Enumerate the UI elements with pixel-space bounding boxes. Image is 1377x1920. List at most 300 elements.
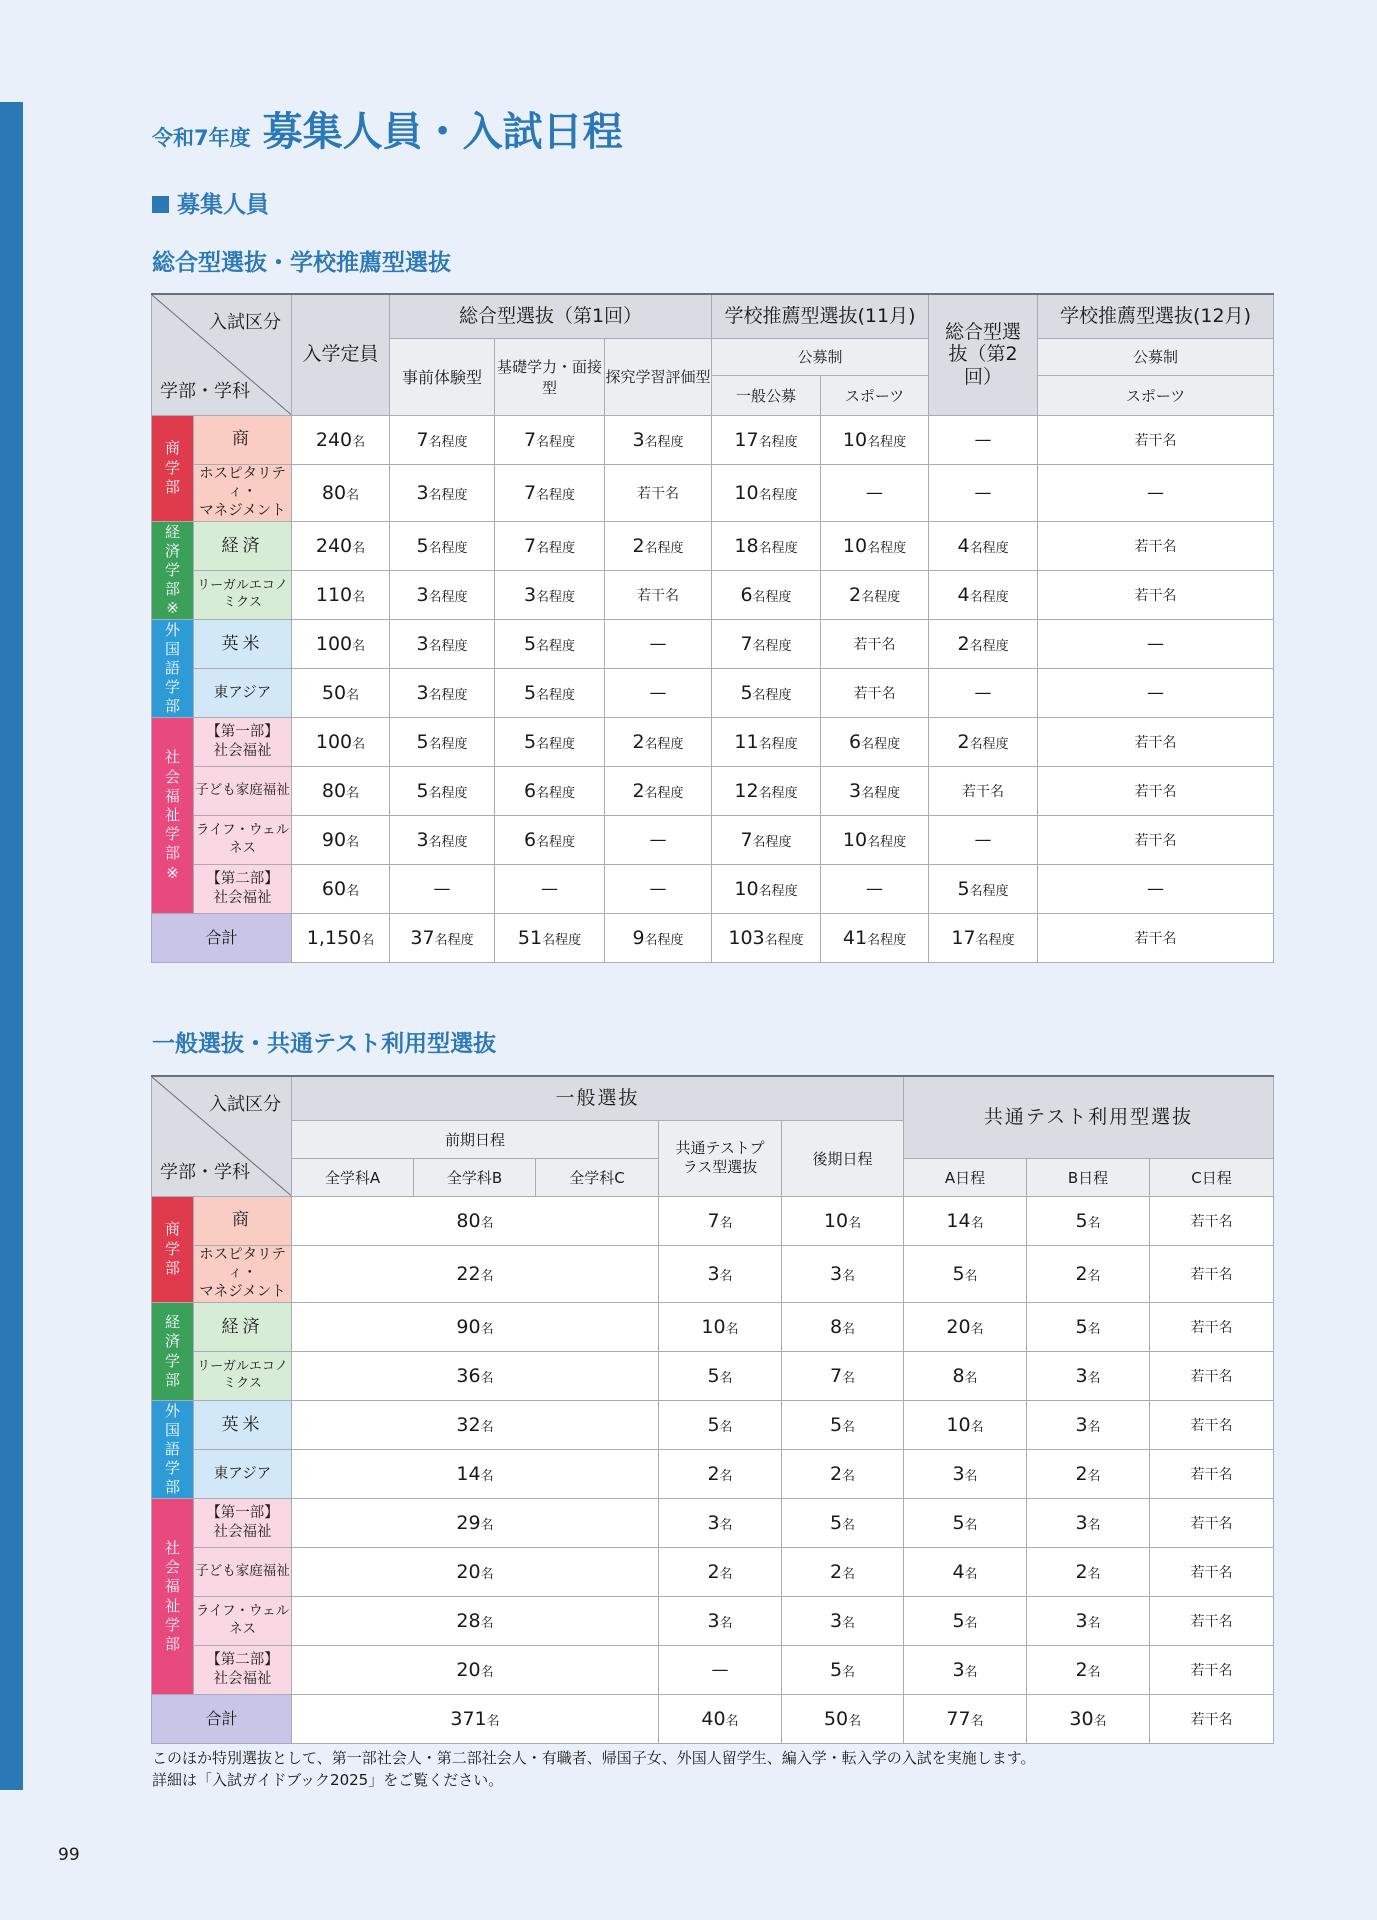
value-unit: 名程度 [428, 487, 468, 503]
quota-cell [929, 767, 1038, 816]
quota-cell [659, 1646, 782, 1695]
value-unit: 名 [1087, 1518, 1101, 1534]
value-number: 12 [734, 780, 759, 803]
header-ippan: 一般選抜 [292, 1076, 904, 1120]
value-number: 14 [946, 1209, 971, 1232]
value-text: 若干名 [637, 588, 679, 605]
value-unit: 名 [1087, 1322, 1101, 1338]
value-number: 110 [315, 584, 353, 607]
value-number: 3 [1075, 1512, 1088, 1535]
quota-cell [390, 571, 495, 620]
value-unit: 名 [480, 1567, 494, 1583]
quota-cell [605, 415, 712, 464]
value-number: 5 [829, 1414, 843, 1437]
header-sogo1-c: 探究学習評価型 [605, 338, 712, 415]
quota-cell [1150, 1352, 1274, 1401]
quota-cell [1038, 718, 1274, 767]
quota-cell [821, 571, 929, 620]
department-name: リーガルエコノミクス [194, 571, 292, 620]
value-unit: 名程度 [644, 434, 684, 450]
value-number: 50 [823, 1708, 849, 1731]
value-number: 29 [456, 1512, 481, 1535]
zenki-cell [292, 1450, 659, 1499]
value-number: 100 [315, 731, 353, 754]
quota-cell [904, 1196, 1027, 1245]
square-icon [152, 196, 169, 213]
value-number: 51 [517, 927, 543, 950]
value-text: 若干名 [1134, 432, 1177, 449]
value-unit: 名程度 [975, 933, 1015, 949]
value-text: 若干名 [1190, 1213, 1233, 1230]
value-unit: 名 [842, 1567, 856, 1583]
total-quota [904, 1695, 1027, 1744]
value-unit: 名 [842, 1518, 856, 1534]
total-quota [1027, 1695, 1150, 1744]
table-row [152, 1646, 1274, 1695]
value-number: 5 [829, 1659, 843, 1682]
quota-cell [659, 1245, 782, 1303]
value-number: 6 [740, 584, 753, 607]
quota-cell [1038, 865, 1274, 914]
quota-cell [495, 620, 605, 669]
value-unit: 名 [725, 1714, 739, 1730]
quota-cell [904, 1303, 1027, 1352]
value-unit: 名 [970, 1714, 984, 1730]
value-unit: 名程度 [428, 688, 468, 704]
quota-cell [712, 816, 821, 865]
value-number: 10 [842, 428, 868, 451]
total-label: 合計 [152, 1695, 292, 1744]
value-unit: 名程度 [861, 786, 901, 802]
header-capacity: 入学定員 [292, 294, 390, 415]
value-unit: 名 [346, 688, 360, 704]
value-unit: 名程度 [752, 688, 792, 704]
zenki-cell [292, 1401, 659, 1450]
value-unit: 名程度 [644, 737, 684, 753]
zenki-cell [292, 1597, 659, 1646]
value-unit: 名 [848, 1714, 862, 1730]
quota-cell [821, 620, 929, 669]
value-unit: 名 [346, 884, 360, 900]
quota-cell [782, 1352, 904, 1401]
value-number: 7 [707, 1209, 720, 1232]
value-number: 5 [707, 1414, 720, 1437]
total-quota [929, 914, 1038, 963]
value-text: 若干名 [1134, 833, 1177, 850]
department-name: 【第一部】 社会福祉 [194, 718, 292, 767]
value-unit: 名 [970, 1215, 984, 1231]
value-unit: 名 [964, 1518, 978, 1534]
value-unit: 名 [352, 541, 366, 557]
value-unit: 名 [964, 1665, 978, 1681]
value-unit: 名程度 [867, 434, 907, 450]
table-row [152, 1245, 1274, 1303]
quota-cell [712, 865, 821, 914]
zenki-cell [292, 1245, 659, 1303]
value-number: 8 [829, 1316, 843, 1339]
total-row [152, 914, 1274, 963]
value-unit: 名 [1087, 1371, 1101, 1387]
value-number: 8 [952, 1365, 965, 1388]
value-unit: 名 [842, 1665, 856, 1681]
quota-cell [390, 464, 495, 522]
value-unit: 名程度 [536, 639, 576, 655]
quota-cell [929, 522, 1038, 571]
quota-cell [659, 1196, 782, 1245]
quota-cell [904, 1597, 1027, 1646]
quota-cell [390, 620, 495, 669]
department-name: 商 [194, 415, 292, 464]
total-quota [495, 914, 605, 963]
table-row [152, 1352, 1274, 1401]
value-text: 若干名 [637, 485, 679, 502]
capacity-cell [292, 464, 390, 522]
value-unit: 名程度 [764, 933, 804, 949]
quota-cell [1150, 1196, 1274, 1245]
faculty-gai: 外 国 語 学 部 [152, 1401, 194, 1499]
value-number: 6 [523, 829, 537, 852]
quota-cell [1027, 1245, 1150, 1303]
value-unit: 名 [352, 434, 366, 450]
value-number: 5 [952, 1512, 965, 1535]
quota-cell [605, 816, 712, 865]
zenki-cell [292, 1196, 659, 1245]
department-name: ホスピタリティ・ マネジメント [194, 1245, 292, 1303]
quota-cell [605, 669, 712, 718]
value-unit: 名 [842, 1616, 856, 1632]
value-number: 18 [734, 535, 759, 558]
zenki-cell [292, 1352, 659, 1401]
faculty-sha: 社 会 福 祉 学 部 [152, 1499, 194, 1695]
quota-cell [782, 1245, 904, 1303]
quota-cell [929, 816, 1038, 865]
footnote [152, 1748, 1036, 1792]
quota-cell [605, 718, 712, 767]
value-unit: 名 [842, 1420, 856, 1436]
faculty-sho: 商 学 部 [152, 415, 194, 522]
value-unit: 名 [842, 1371, 856, 1387]
quota-cell [821, 816, 929, 865]
value-unit: 名程度 [536, 786, 576, 802]
value-number: 5 [523, 682, 537, 705]
department-name: 東アジア [194, 669, 292, 718]
value-unit: 名程度 [758, 786, 798, 802]
value-number: 10 [842, 829, 868, 852]
total-quota [605, 914, 712, 963]
value-text: 若干名 [1134, 931, 1177, 948]
value-number: 7 [523, 481, 537, 504]
zenki-cell [292, 1646, 659, 1695]
value-number: 20 [456, 1659, 481, 1682]
department-name: ライフ・ウェルネス [194, 816, 292, 865]
table2-corner [152, 1076, 292, 1196]
value-unit: 名 [842, 1322, 856, 1338]
quota-cell [782, 1597, 904, 1646]
total-quota [712, 914, 821, 963]
table-ippan-kyotsu [151, 1075, 1274, 1744]
value-unit: 名程度 [536, 434, 576, 450]
quota-cell [1027, 1597, 1150, 1646]
quota-cell [1027, 1548, 1150, 1597]
value-unit: 名 [480, 1518, 494, 1534]
value-number: 5 [740, 682, 753, 705]
value-unit: 名程度 [758, 884, 798, 900]
quota-cell [929, 415, 1038, 464]
table-row [152, 1450, 1274, 1499]
quota-cell [904, 1450, 1027, 1499]
value-unit: 名 [964, 1567, 978, 1583]
table-sogo-suisen [151, 293, 1274, 963]
value-unit: 名程度 [758, 487, 798, 503]
value-text: 若干名 [1190, 1467, 1233, 1484]
value-unit: 名程度 [752, 639, 792, 655]
value-number: 80 [321, 780, 347, 803]
header-zen-b: 全学科B [414, 1158, 536, 1196]
department-name: 経済 [194, 1303, 292, 1352]
value-text: 若干名 [1190, 1418, 1233, 1435]
value-number: 371 [450, 1708, 487, 1731]
value-text: 若干名 [853, 637, 896, 654]
value-unit: 名 [719, 1215, 733, 1231]
quota-cell [495, 669, 605, 718]
value-number: 3 [848, 780, 862, 803]
quota-cell [659, 1597, 782, 1646]
faculty-kei: 経 済 学 部 ※ [152, 522, 194, 620]
department-name: 英米 [194, 620, 292, 669]
value-text: — [1147, 683, 1165, 704]
quota-cell [1038, 522, 1274, 571]
department-name: 【第二部】 社会福祉 [194, 1646, 292, 1695]
value-number: 5 [1075, 1316, 1088, 1339]
quota-cell [929, 718, 1038, 767]
value-number: 5 [957, 878, 970, 901]
value-unit: 名 [346, 487, 360, 503]
header-zen-a: 全学科A [292, 1158, 414, 1196]
value-unit: 名程度 [536, 737, 576, 753]
table1-corner [152, 294, 292, 415]
header-suisen12-sub: 公募制 [1038, 338, 1274, 375]
value-text: 若干名 [1190, 1565, 1233, 1582]
value-number: 22 [456, 1262, 481, 1285]
value-number: 17 [734, 428, 759, 451]
value-number: 10 [842, 535, 868, 558]
value-unit: 名 [480, 1420, 494, 1436]
value-number: 17 [951, 927, 976, 950]
quota-cell [929, 571, 1038, 620]
value-number: 36 [456, 1365, 481, 1388]
value-unit: 名 [719, 1616, 733, 1632]
capacity-cell [292, 669, 390, 718]
header-plus-text: 共通テストプラス型選抜 [675, 1139, 765, 1176]
value-number: 20 [456, 1561, 481, 1584]
quota-cell [821, 415, 929, 464]
title-prefix: 令和7年度 [152, 126, 251, 150]
header-a: A日程 [904, 1158, 1027, 1196]
value-number: 80 [456, 1209, 481, 1232]
table-row [152, 816, 1274, 865]
quota-cell [782, 1646, 904, 1695]
quota-cell [1027, 1303, 1150, 1352]
value-unit: 名程度 [758, 737, 798, 753]
value-number: 3 [523, 584, 537, 607]
quota-cell [1027, 1646, 1150, 1695]
zenki-cell [292, 1303, 659, 1352]
value-unit: 名程度 [861, 737, 901, 753]
footnote-line-1: このほか特別選抜として、第一部社会人・第二部社会人・有職者、帰国子女、外国人留学生、編入学・転入学の入試を実施します。 [152, 1749, 1036, 1767]
value-unit: 名 [480, 1268, 494, 1284]
value-text: 若干名 [1134, 588, 1177, 605]
value-unit: 名程度 [536, 688, 576, 704]
quota-cell [1038, 415, 1274, 464]
table-row [152, 718, 1274, 767]
table-row [152, 464, 1274, 522]
value-unit: 名程度 [644, 786, 684, 802]
value-text: — [433, 879, 451, 900]
page-title [152, 100, 623, 157]
quota-cell [821, 718, 929, 767]
value-unit: 名程度 [644, 541, 684, 557]
quota-cell [605, 620, 712, 669]
quota-cell [1150, 1245, 1274, 1303]
quota-cell [821, 669, 929, 718]
value-unit: 名 [346, 786, 360, 802]
table-row [152, 571, 1274, 620]
value-text: 若干名 [1190, 1369, 1233, 1386]
quota-cell [390, 415, 495, 464]
value-number: 6 [523, 780, 537, 803]
value-number: 80 [321, 481, 347, 504]
value-unit: 名程度 [867, 835, 907, 851]
quota-cell [605, 767, 712, 816]
value-text: — [1147, 634, 1165, 655]
value-number: 90 [321, 829, 347, 852]
value-number: 4 [957, 535, 970, 558]
total-row [152, 1695, 1274, 1744]
value-number: 240 [315, 535, 353, 558]
value-number: 3 [952, 1659, 965, 1682]
quota-cell [390, 669, 495, 718]
value-number: 2 [1075, 1659, 1088, 1682]
section-heading [152, 186, 269, 219]
quota-cell [1150, 1401, 1274, 1450]
quota-cell [1038, 816, 1274, 865]
value-number: 10 [823, 1209, 849, 1232]
capacity-cell [292, 767, 390, 816]
header-sogo2-text: 総合型選抜（第2回） [945, 320, 1022, 389]
quota-cell [821, 522, 929, 571]
quota-cell [782, 1196, 904, 1245]
value-number: 2 [632, 780, 645, 803]
title-main: 募集人員・入試日程 [262, 109, 623, 155]
header-b: B日程 [1027, 1158, 1150, 1196]
quota-cell [1038, 767, 1274, 816]
value-number: 20 [946, 1316, 971, 1339]
value-unit: 名程度 [428, 541, 468, 557]
value-text: — [866, 879, 884, 900]
quota-cell [1038, 669, 1274, 718]
value-number: 37 [410, 927, 435, 950]
value-unit: 名程度 [758, 434, 798, 450]
value-text: 若干名 [1190, 1266, 1233, 1283]
department-name: 子ども家庭福祉 [194, 1548, 292, 1597]
value-text: — [866, 482, 884, 503]
quota-cell [1038, 571, 1274, 620]
value-text: — [711, 1660, 729, 1681]
value-number: 2 [957, 731, 970, 754]
value-number: 5 [416, 535, 429, 558]
quota-cell [1150, 1548, 1274, 1597]
value-unit: 名程度 [861, 590, 901, 606]
value-unit: 名 [346, 835, 360, 851]
header-plus [659, 1120, 782, 1196]
value-number: 30 [1069, 1708, 1094, 1731]
quota-cell [712, 767, 821, 816]
value-unit: 名程度 [969, 884, 1009, 900]
value-unit: 名程度 [969, 639, 1009, 655]
header-kouki: 後期日程 [782, 1120, 904, 1196]
quota-cell [929, 620, 1038, 669]
value-unit: 名 [842, 1268, 856, 1284]
value-unit: 名 [964, 1268, 978, 1284]
value-number: 10 [946, 1414, 971, 1437]
quota-cell [1027, 1401, 1150, 1450]
quota-cell [605, 865, 712, 914]
quota-cell [1150, 1303, 1274, 1352]
quota-cell [495, 464, 605, 522]
value-unit: 名程度 [536, 835, 576, 851]
value-unit: 名 [1087, 1469, 1101, 1485]
total-quota [821, 914, 929, 963]
value-number: 103 [728, 927, 765, 950]
value-unit: 名程度 [536, 541, 576, 557]
value-text: — [974, 429, 992, 450]
department-name: リーガルエコノミクス [194, 1352, 292, 1401]
faculty-sha: 社 会 福 祉 学 部 ※ [152, 718, 194, 914]
quota-cell [904, 1352, 1027, 1401]
quota-cell [495, 718, 605, 767]
quota-cell [495, 865, 605, 914]
total-quota [659, 1695, 782, 1744]
department-name: 子ども家庭福祉 [194, 767, 292, 816]
value-unit: 名程度 [428, 590, 468, 606]
value-number: 60 [321, 878, 347, 901]
value-number: 5 [416, 731, 429, 754]
table-row [152, 522, 1274, 571]
faculty-kei: 経 済 学 部 [152, 1303, 194, 1401]
quota-cell [1027, 1196, 1150, 1245]
value-number: 2 [632, 535, 645, 558]
footnote-line-2: 詳細は「入試ガイドブック2025」をご覧ください。 [152, 1770, 504, 1789]
table-row [152, 415, 1274, 464]
value-unit: 名程度 [428, 737, 468, 753]
total-zenki [292, 1695, 659, 1744]
value-unit: 名 [480, 1616, 494, 1632]
department-name: 【第二部】 社会福祉 [194, 865, 292, 914]
quota-cell [904, 1646, 1027, 1695]
value-unit: 名 [1087, 1268, 1101, 1284]
value-text: 若干名 [1190, 1320, 1233, 1337]
value-number: 3 [952, 1463, 965, 1486]
quota-cell [904, 1499, 1027, 1548]
quota-cell [390, 865, 495, 914]
value-unit: 名 [719, 1420, 733, 1436]
table-row [152, 620, 1274, 669]
quota-cell [712, 415, 821, 464]
value-number: 2 [632, 731, 645, 754]
value-unit: 名 [1087, 1420, 1101, 1436]
value-number: 3 [632, 428, 645, 451]
value-number: 10 [701, 1316, 726, 1339]
